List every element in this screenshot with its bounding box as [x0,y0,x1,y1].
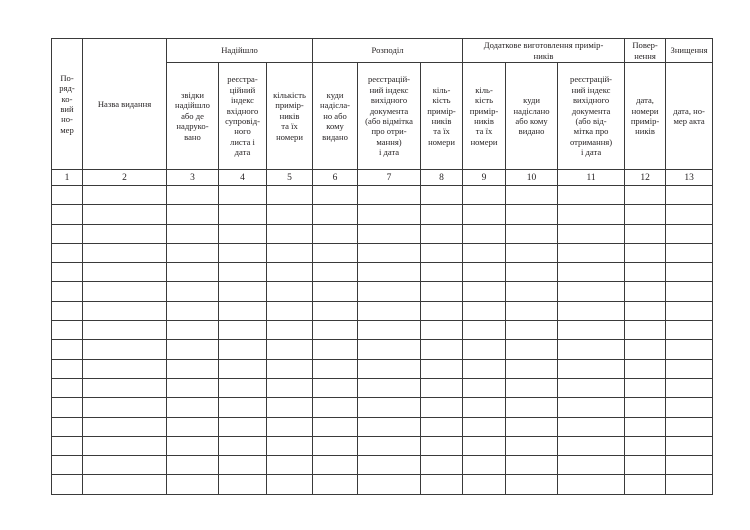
table-cell [167,378,219,397]
table-cell [506,456,558,475]
table-cell [52,205,83,224]
column-number: 9 [463,170,506,186]
table-cell [558,301,625,320]
table-cell [666,263,713,282]
header-distribution-reg-index: реєстрацій- ний індекс вихідного документа (або відмітка про отри- мання) і дата [358,63,421,170]
table-cell [52,359,83,378]
table-row [52,359,713,378]
table-cell [666,205,713,224]
table-cell [219,436,267,455]
table-cell [313,263,358,282]
table-cell [666,224,713,243]
table-cell [219,359,267,378]
table-cell [558,205,625,224]
table-cell [83,456,167,475]
table-cell [625,243,666,262]
table-cell [421,205,463,224]
table-cell [267,224,313,243]
table-cell [52,398,83,417]
table-cell [558,417,625,436]
table-cell [625,321,666,340]
table-cell [421,398,463,417]
table-cell [421,224,463,243]
column-number: 12 [625,170,666,186]
table-cell [313,282,358,301]
table-cell [506,282,558,301]
table-cell [666,417,713,436]
table-cell [358,359,421,378]
column-number: 1 [52,170,83,186]
table-cell [219,243,267,262]
table-cell [666,340,713,359]
table-cell [167,243,219,262]
table-cell [267,243,313,262]
table-cell [506,321,558,340]
table-header [52,39,713,186]
table-row [52,417,713,436]
table-cell [625,417,666,436]
table-cell [463,475,506,494]
table-cell [83,224,167,243]
table-cell [421,282,463,301]
column-number: 8 [421,170,463,186]
table-cell [358,282,421,301]
table-cell [52,417,83,436]
table-cell [506,436,558,455]
table-cell [83,263,167,282]
header-distribution-where: куди надісла- но або кому видано [313,63,358,170]
table-cell [463,456,506,475]
table-cell [313,301,358,320]
table-cell [313,224,358,243]
table-cell [52,378,83,397]
table-cell [558,321,625,340]
table-cell [52,186,83,205]
table-cell [506,243,558,262]
table-cell [666,282,713,301]
table-cell [83,398,167,417]
table-cell [666,243,713,262]
header-group-distribution: Розподіл [313,39,463,63]
table-cell [358,436,421,455]
table-cell [421,378,463,397]
table-cell [267,340,313,359]
header-additional-where: куди надіслано або кому видано [506,63,558,170]
table-row [52,224,713,243]
table-cell [219,224,267,243]
table-cell [219,475,267,494]
table-row [52,475,713,494]
table-cell [167,301,219,320]
table-cell [358,417,421,436]
table-cell [358,456,421,475]
table-cell [219,417,267,436]
table-cell [52,321,83,340]
table-cell [358,378,421,397]
table-cell [219,321,267,340]
table-cell [358,186,421,205]
table-cell [83,378,167,397]
table-cell [506,301,558,320]
table-cell [219,456,267,475]
table-cell [167,282,219,301]
table-cell [421,359,463,378]
table-cell [358,263,421,282]
table-cell [167,186,219,205]
table-cell [83,205,167,224]
table-cell [267,378,313,397]
column-number: 4 [219,170,267,186]
table-cell [83,359,167,378]
column-number: 2 [83,170,167,186]
table-cell [463,398,506,417]
table-cell [558,359,625,378]
table-cell [625,359,666,378]
table-cell [421,321,463,340]
table-cell [267,417,313,436]
column-number: 13 [666,170,713,186]
table-cell [52,224,83,243]
header-additional-reg-index: реєстрацій- ний індекс вихідного документа (або від- мітка про отримання) і дата [558,63,625,170]
table-cell [219,186,267,205]
table-cell [506,186,558,205]
table-cell [625,205,666,224]
table-cell [83,243,167,262]
table-cell [421,186,463,205]
table-cell [666,186,713,205]
table-cell [558,475,625,494]
table-cell [666,378,713,397]
table-cell [83,417,167,436]
column-number: 5 [267,170,313,186]
table-cell [267,321,313,340]
column-number: 3 [167,170,219,186]
table-cell [506,398,558,417]
table-cell [267,436,313,455]
table-cell [421,340,463,359]
table-cell [506,417,558,436]
table-cell [267,359,313,378]
table-cell [219,205,267,224]
table-cell [167,417,219,436]
table-row [52,456,713,475]
table-cell [267,205,313,224]
table-cell [167,263,219,282]
table-cell [167,224,219,243]
table-cell [313,417,358,436]
table-cell [558,398,625,417]
table-row [52,263,713,282]
table-cell [421,475,463,494]
table-cell [52,282,83,301]
table-cell [625,224,666,243]
table-cell [421,301,463,320]
table-cell [83,321,167,340]
table-cell [167,205,219,224]
table-cell [463,224,506,243]
table-cell [52,436,83,455]
table-cell [52,456,83,475]
table-cell [167,398,219,417]
table-cell [219,301,267,320]
table-cell [83,186,167,205]
table-cell [52,475,83,494]
column-number: 7 [358,170,421,186]
table-cell [167,359,219,378]
table-cell [219,378,267,397]
table-cell [83,475,167,494]
table-cell [219,340,267,359]
table-cell [313,378,358,397]
header-group-additional: Додаткове виготовлення примір- ників [463,39,625,63]
table-cell [83,436,167,455]
table-cell [625,436,666,455]
table-cell [421,456,463,475]
table-cell [666,475,713,494]
table-cell [463,243,506,262]
table-cell [83,340,167,359]
table-cell [625,282,666,301]
table-cell [558,243,625,262]
table-cell [666,359,713,378]
table-cell [558,186,625,205]
table-cell [558,436,625,455]
table-cell [463,263,506,282]
table-cell [219,263,267,282]
column-number: 10 [506,170,558,186]
table-cell [463,340,506,359]
table-cell [167,321,219,340]
table-cell [463,359,506,378]
table-cell [358,243,421,262]
table-cell [463,321,506,340]
table-cell [313,436,358,455]
table-cell [506,340,558,359]
table-cell [506,205,558,224]
table-cell [358,301,421,320]
table-cell [267,475,313,494]
header-received-count: кількість примір- ників та їх номери [267,63,313,170]
table-cell [463,436,506,455]
table-cell [421,243,463,262]
table-body [52,186,713,495]
table-cell [358,321,421,340]
table-cell [52,301,83,320]
header-order-number: По- ряд- ко- вий но- мер [52,39,83,170]
table-cell [506,263,558,282]
table-cell [167,456,219,475]
header-additional-count: кіль- кість примір- ників та їх номери [463,63,506,170]
table-cell [167,436,219,455]
table-cell [313,456,358,475]
table-cell [463,378,506,397]
table-cell [625,263,666,282]
table-cell [313,205,358,224]
table-row [52,301,713,320]
table-cell [358,475,421,494]
table-cell [506,475,558,494]
table-cell [463,417,506,436]
table-cell [313,398,358,417]
table-cell [421,417,463,436]
table-cell [558,340,625,359]
table-cell [52,263,83,282]
table-cell [463,186,506,205]
table-cell [666,301,713,320]
table-row [52,243,713,262]
column-number: 6 [313,170,358,186]
table-cell [625,456,666,475]
table-row [52,340,713,359]
table-cell [267,398,313,417]
table-cell [666,456,713,475]
table-cell [219,282,267,301]
column-number: 11 [558,170,625,186]
header-group-received: Надійшло [167,39,313,63]
table-cell [267,301,313,320]
table-cell [52,243,83,262]
table-cell [666,398,713,417]
table-cell [666,321,713,340]
table-cell [313,321,358,340]
table-cell [83,301,167,320]
table-cell [506,359,558,378]
table-cell [167,340,219,359]
column-number-row [52,170,713,186]
table-cell [625,301,666,320]
table-cell [558,263,625,282]
table-row [52,398,713,417]
table-cell [267,456,313,475]
table-row [52,378,713,397]
table-cell [625,378,666,397]
table-cell [558,378,625,397]
table-cell [558,282,625,301]
table-cell [267,263,313,282]
table-cell [506,378,558,397]
table-cell [52,340,83,359]
table-row [52,436,713,455]
table-row [52,282,713,301]
header-received-source: звідки надійшло або де надруко- вано [167,63,219,170]
header-title: Назва видання [83,39,167,170]
table-cell [625,475,666,494]
table-cell [625,186,666,205]
table-cell [267,186,313,205]
table-cell [558,456,625,475]
table-cell [506,224,558,243]
table-cell [558,224,625,243]
header-group-destruction: Знищення [666,39,713,63]
table-cell [83,282,167,301]
header-group-return: Повер- нення [625,39,666,63]
table-cell [463,205,506,224]
table-cell [358,340,421,359]
table-row [52,205,713,224]
table-cell [421,263,463,282]
table-cell [625,340,666,359]
table-cell [313,359,358,378]
table-cell [666,436,713,455]
table-cell [463,301,506,320]
header-received-reg-index: реєстра- ційний індекс вхідного супровід- ного листа і дата [219,63,267,170]
publication-register-table [51,38,713,495]
table-cell [313,475,358,494]
table-cell [463,282,506,301]
table-cell [358,398,421,417]
table-row [52,321,713,340]
header-distribution-count: кіль- кість примір- ників та їх номери [421,63,463,170]
table-cell [267,282,313,301]
table-cell [313,243,358,262]
table-row [52,186,713,205]
table-cell [219,398,267,417]
table-cell [313,186,358,205]
header-return-date: дата, номери примір- ників [625,63,666,170]
table-cell [358,205,421,224]
table-cell [421,436,463,455]
table-cell [625,398,666,417]
table-cell [167,475,219,494]
table-cell [358,224,421,243]
header-destruction-date: дата, но- мер акта [666,63,713,170]
table-cell [313,340,358,359]
